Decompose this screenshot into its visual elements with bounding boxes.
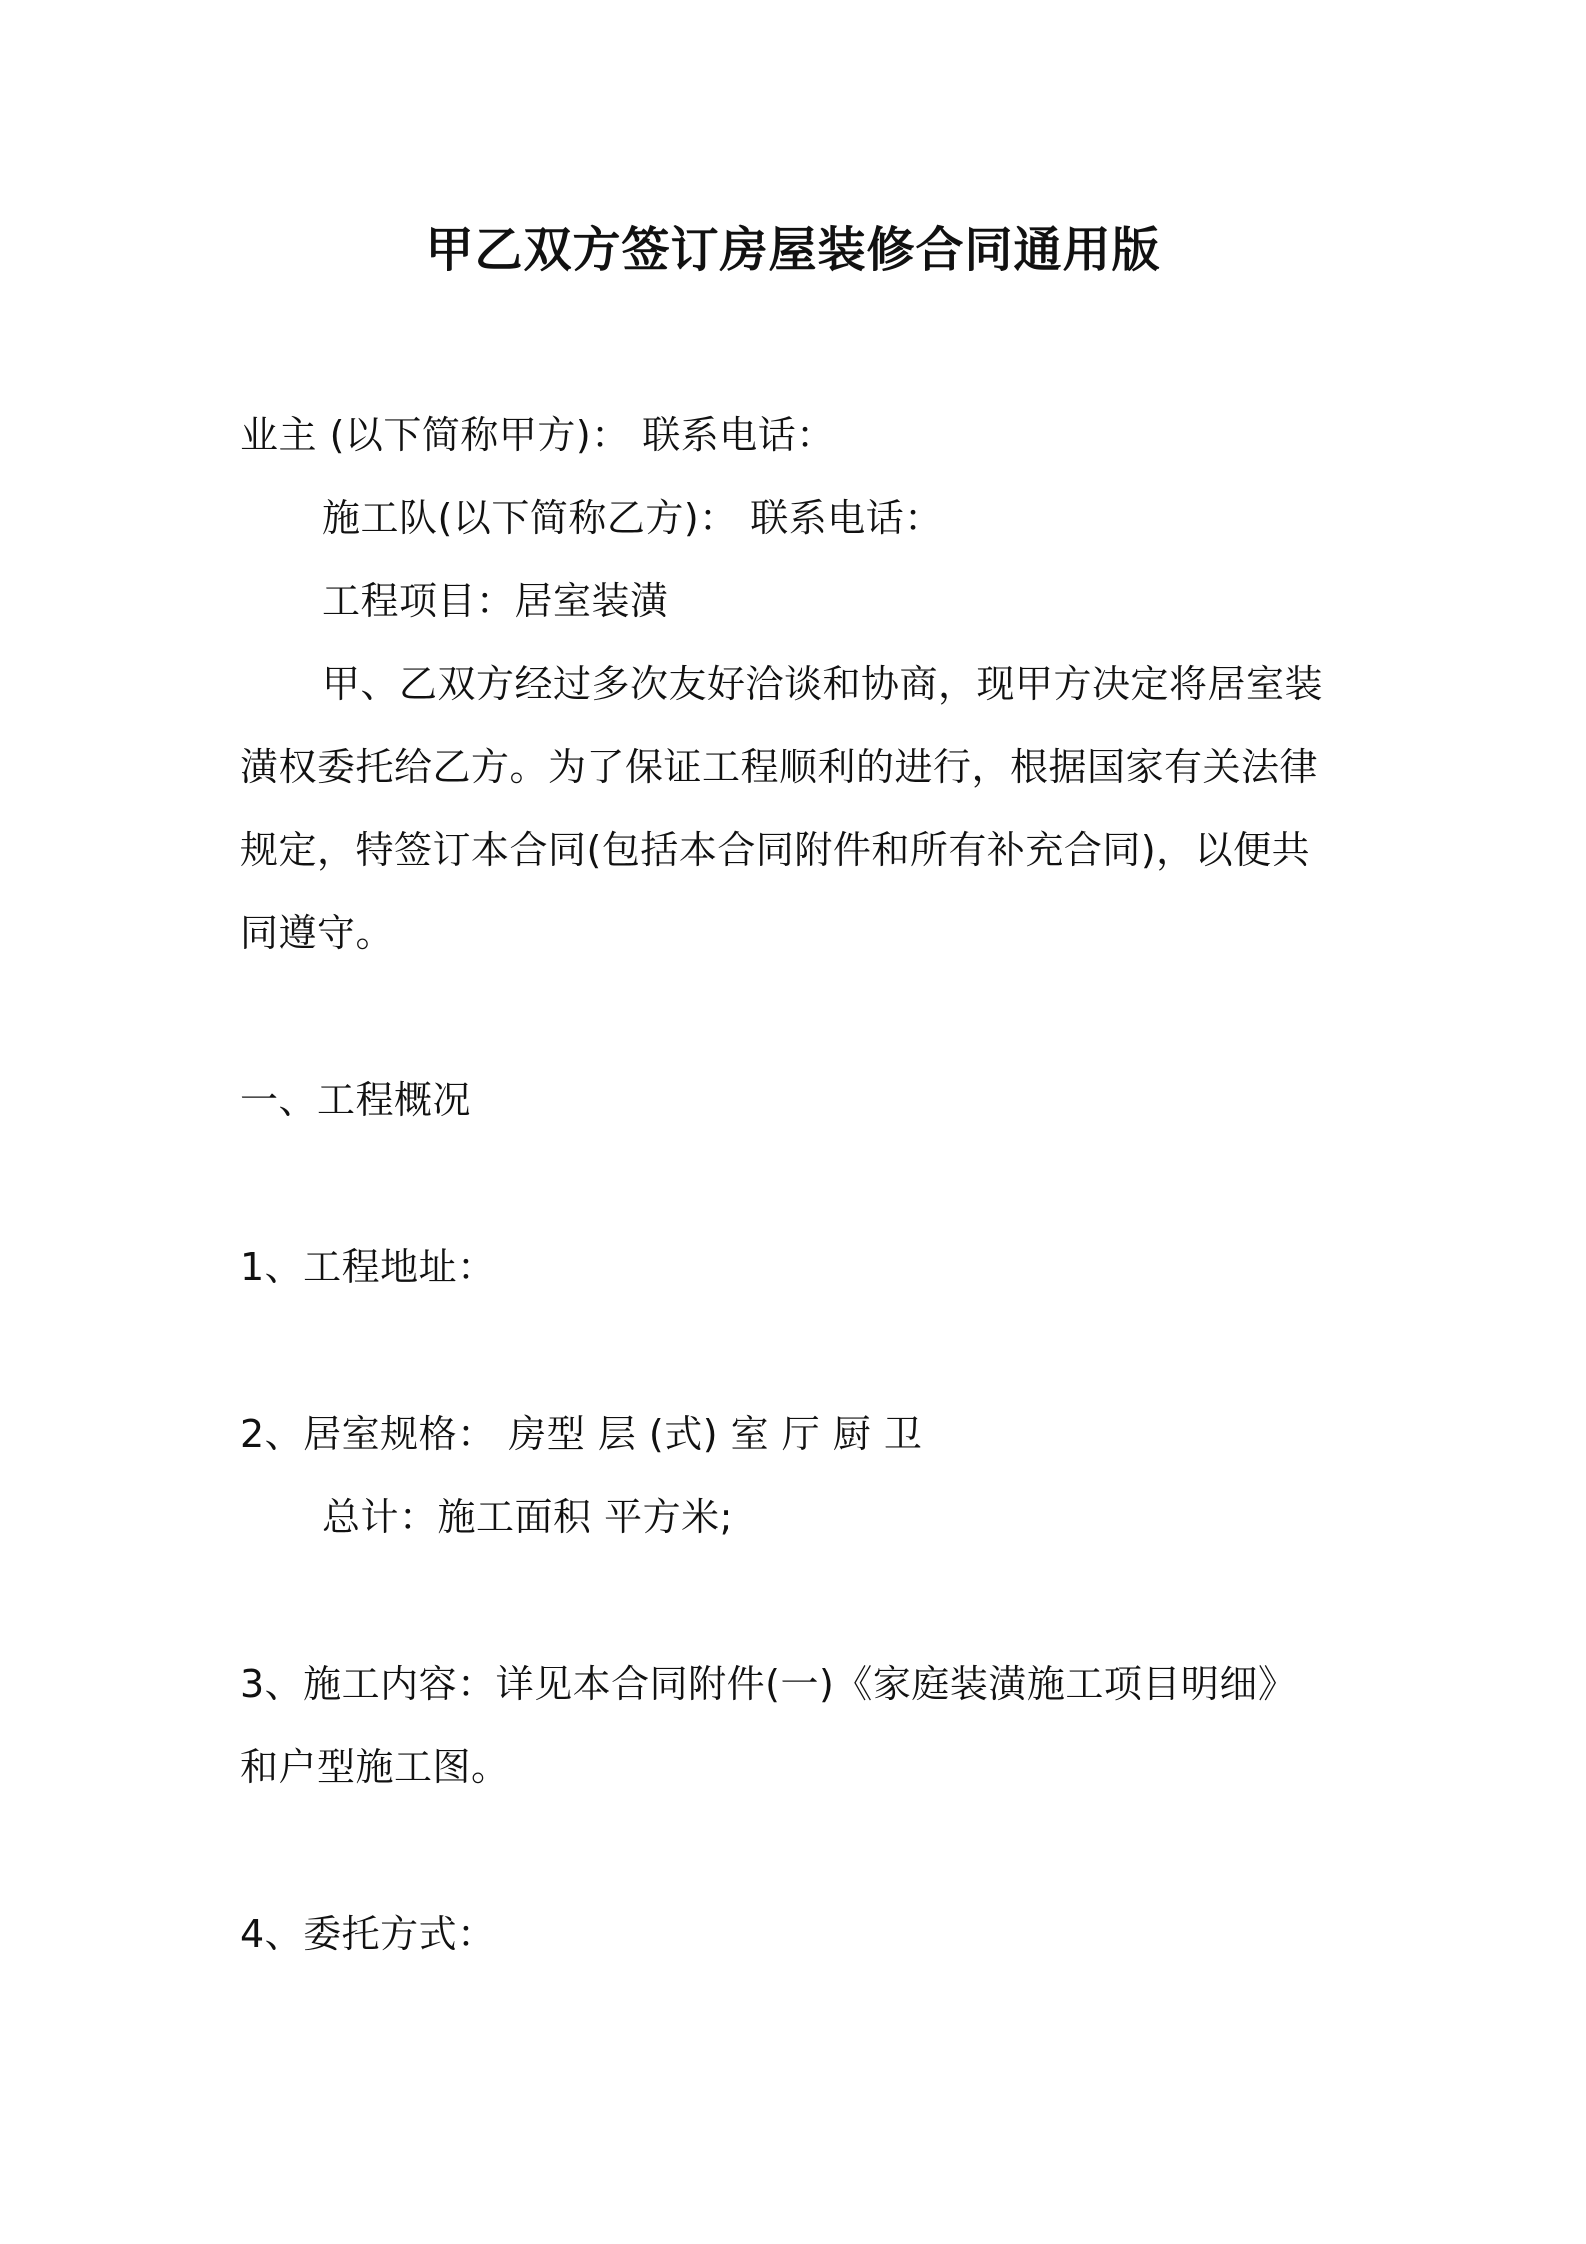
item-project-address: 1、工程地址： <box>240 1245 496 1289</box>
intro-paragraph-line-4: 同遵守。 <box>240 911 395 955</box>
item-room-total: 总计：施工面积 平方米; <box>322 1495 733 1539</box>
intro-paragraph-line-3: 规定，特签订本合同(包括本合同附件和所有补充合同)，以便共 <box>240 828 1311 872</box>
item-construction-content-line-1: 3、施工内容：详见本合同附件(一)《家庭装潢施工项目明细》 <box>240 1662 1297 1706</box>
item-room-spec: 2、居室规格： 房型 层 (式) 室 厅 厨 卫 <box>240 1412 923 1456</box>
intro-paragraph-line-1: 甲、乙双方经过多次友好洽谈和协商，现甲方决定将居室装 <box>322 662 1324 706</box>
item-construction-content-line-2: 和户型施工图。 <box>240 1745 510 1789</box>
item-commission-method: 4、委托方式： <box>240 1912 496 1956</box>
section-heading-overview: 一、工程概况 <box>240 1078 472 1122</box>
party-a-line: 业主 (以下简称甲方)： 联系电话： <box>240 413 835 457</box>
document-title: 甲乙双方签订房屋装修合同通用版 <box>425 222 1161 278</box>
intro-paragraph-line-2: 潢权委托给乙方。为了保证工程顺利的进行，根据国家有关法律 <box>240 745 1319 789</box>
party-b-line: 施工队(以下简称乙方)： 联系电话： <box>322 496 943 540</box>
project-line: 工程项目：居室装潢 <box>322 579 669 623</box>
